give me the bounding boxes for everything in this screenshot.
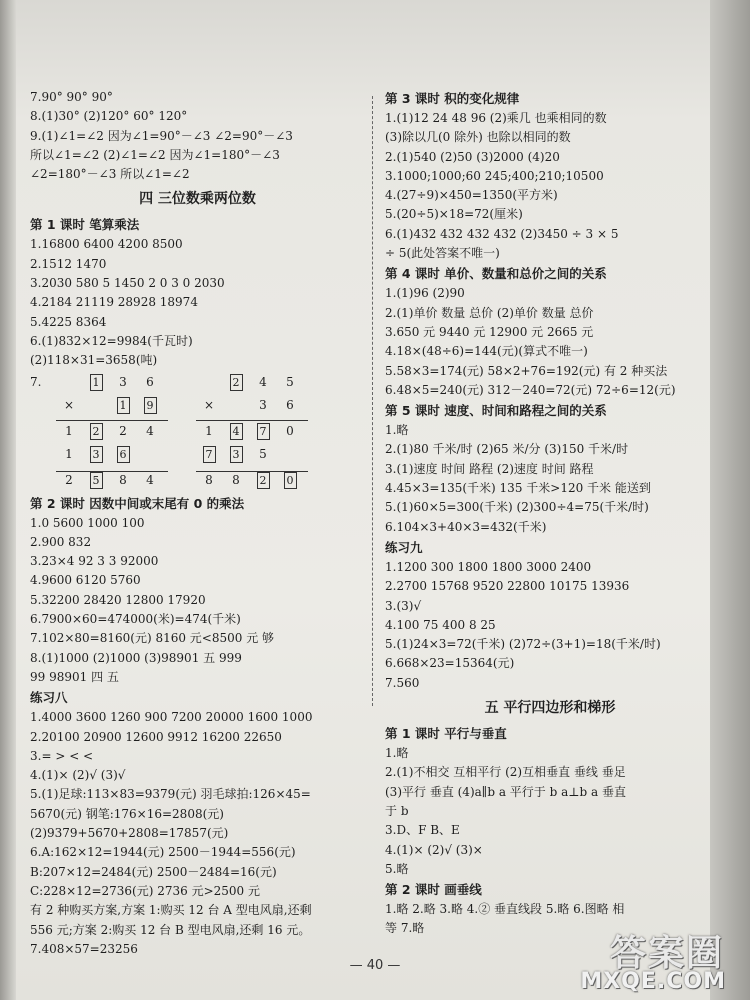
digit-cell (170, 471, 194, 490)
section-heading: 练习九 (385, 539, 423, 555)
answer-line: 2.20100 20900 12600 9912 16200 22650 (30, 729, 282, 744)
answer-line: 2.1512 1470 (30, 256, 107, 271)
answer-line: (2)9379+5670+2808=17857(元) (30, 826, 229, 841)
filled-digit-box: 6 (111, 445, 135, 464)
answer-line: 1.1200 300 1800 1800 3000 2400 (385, 559, 592, 574)
digit-cell: 0 (286, 423, 294, 438)
answer-line: 4.(1)× (2)√ (3)√ (30, 768, 126, 783)
answer-line: 6.668×23=15364(元) (385, 656, 515, 671)
answer-line: 2.2700 15768 9520 22800 10175 13936 (385, 579, 630, 594)
digit-cell (170, 396, 194, 415)
filled-digit-box: 2 (224, 373, 248, 392)
answer-line: 4.2184 21119 28928 18974 (30, 295, 198, 310)
answer-line: 5.32200 28420 12800 17920 (30, 592, 206, 607)
answer-line: 6.7900×60=474000(米)=474(千米) (30, 612, 241, 627)
digit-cell: 4 (146, 472, 154, 487)
digit-cell: 8 (119, 472, 127, 487)
chapter-heading: 五 平行四边形和梯形 (484, 700, 616, 717)
answer-line: 3.D、F B、E (385, 823, 460, 838)
watermark-text-main: 答案圈 (609, 933, 724, 974)
answer-line: 1.略 (385, 746, 409, 761)
chapter-heading: 四 三位数乘两位数 (139, 191, 256, 208)
filled-digit-box: 2 (84, 422, 108, 441)
answer-line: 8.(1)30° (2)120° 60° 120° (30, 109, 188, 124)
filled-digit-box: 4 (224, 422, 248, 441)
answer-line: 5.4225 8364 (30, 314, 107, 329)
answer-line: 6.(1)432 432 432 432 (2)3450 ÷ 3 × 5 (385, 226, 619, 241)
left-column (30, 88, 365, 959)
section-heading: 第 4 课时 单价、数量和总价之间的关系 (385, 266, 607, 282)
digit-cell: 1 (65, 423, 73, 438)
answer-line: 5670(元) 钢笔:176×16=2808(元) (30, 806, 224, 821)
answer-line: 3.(3)√ (385, 598, 422, 613)
digit-cell: 8 (205, 472, 213, 487)
answer-line: 于 b (385, 803, 409, 818)
answer-line: 3.2030 580 5 1450 2 0 3 0 2030 (30, 276, 225, 291)
answer-line: 4.18×(48÷6)=144(元)(算式不唯一) (385, 344, 588, 359)
section-heading: 练习八 (30, 690, 68, 706)
filled-digit-box: 1 (111, 396, 135, 415)
multiplication-puzzles (30, 373, 330, 493)
answer-line: 7.90° 90° 90° (30, 90, 113, 104)
digit-cell (30, 422, 54, 441)
answer-line: 5.略 (385, 861, 409, 876)
answer-line: 3.650 元 9440 元 12900 元 2665 元 (385, 324, 594, 339)
answer-line: 1.(1)96 (2)90 (385, 286, 465, 301)
answer-line: 1.略 (385, 423, 409, 438)
digit-cell: 3 (259, 397, 267, 412)
digit-cell (197, 373, 221, 392)
answer-line: 7.102×80=8160(元) 8160 元<8500 元 够 (30, 631, 275, 646)
answer-line: 5.(1)足球:113×83=9379(元) 羽毛球拍:126×45= (30, 787, 311, 802)
answer-line: 3.23×4 92 3 3 92000 (30, 554, 159, 569)
answer-line: 有 2 种购买方案,方案 1:购买 12 台 A 型电风扇,还剩 (30, 903, 312, 918)
filled-digit-box: 9 (138, 396, 162, 415)
section-heading: 第 2 课时 画垂线 (385, 882, 482, 898)
answer-line: 8.(1)1000 (2)1000 (3)98901 五 999 (30, 650, 242, 665)
answer-line: 3.= > < < (30, 748, 94, 763)
digit-cell (84, 396, 108, 415)
answer-line: C:228×12=2736(元) 2736 元>2500 元 (30, 883, 260, 898)
answer-line: 1.(1)12 24 48 96 (2)乘几 也乘相同的数 (385, 111, 607, 125)
answer-line: 2.(1)单价 数量 总价 (2)单价 数量 总价 (385, 305, 594, 320)
answer-line: 4.100 75 400 8 25 (385, 617, 496, 632)
answer-line: 3.(1)速度 时间 路程 (2)速度 时间 路程 (385, 461, 594, 476)
filled-digit-box: 5 (84, 471, 108, 490)
answer-line: (2)118×31=3658(吨) (30, 353, 158, 368)
answer-line: 5.(1)60×5=300(千米) (2)300÷4=75(千米/时) (385, 500, 649, 515)
answer-line: 7.408×57=23256 (30, 941, 138, 956)
answer-line: B:207×12=2484(元) 2500－2484=16(元) (30, 864, 277, 879)
calc-underline (56, 471, 168, 472)
digit-cell (30, 471, 54, 490)
answer-line: 4.(1)× (2)√ (3)× (385, 842, 483, 857)
digit-cell (30, 373, 54, 392)
answer-line: 2.(1)80 千米/时 (2)65 米/分 (3)150 千米/时 (385, 442, 629, 457)
filled-digit-box: 1 (84, 373, 108, 392)
answer-line: 3.1000;1000;60 245;400;210;10500 (385, 168, 604, 183)
answer-line: ÷ 5(此处答案不唯一) (385, 246, 500, 261)
answer-line: 6.(1)832×12=9984(千瓦时) (30, 333, 193, 348)
answer-line: 5.58×3=174(元) 58×2+76=192(元) 有 2 种买法 (385, 363, 668, 378)
answer-line: 5.(1)24×3=72(千米) (2)72÷(3+1)=18(千米/时) (385, 637, 661, 652)
answer-line: 6.48×5=240(元) 312－240=72(元) 72÷6=12(元) (385, 382, 676, 397)
answer-line: 等 7.略 (385, 921, 425, 936)
answer-line: 2.900 832 (30, 534, 92, 549)
digit-cell (170, 445, 194, 464)
digit-cell: 5 (259, 446, 267, 461)
answer-line: 1.0 5600 1000 100 (30, 515, 145, 530)
answer-line: 4.9600 6120 5760 (30, 573, 141, 588)
filled-digit-box: 3 (84, 445, 108, 464)
column-divider (372, 96, 373, 706)
calc-underline (56, 420, 168, 421)
answer-line: 2.(1)不相交 互相平行 (2)互相垂直 垂线 垂足 (385, 765, 626, 780)
answer-line: 556 元;方案 2:购买 12 台 B 型电风扇,还剩 16 元。 (30, 922, 311, 937)
calc-underline (196, 420, 308, 421)
answer-line: 5.(20÷5)×18=72(厘米) (385, 207, 523, 222)
section-heading: 第 1 课时 平行与垂直 (385, 726, 507, 742)
filled-digit-box: 7 (197, 445, 221, 464)
section-heading: 第 3 课时 积的变化规律 (385, 91, 520, 106)
desk-edge-right (710, 0, 750, 1000)
digit-cell: × (63, 397, 75, 412)
answer-line: 99 98901 四 五 (30, 669, 119, 684)
answer-line: ∠2=180°－∠3 所以∠1=∠2 (30, 167, 190, 182)
digit-cell: 2 (65, 472, 73, 487)
digit-cell: 1 (65, 446, 73, 461)
answer-line: 1.略 2.略 3.略 4.② 垂直线段 5.略 6.图略 相 (385, 902, 625, 917)
answer-line: (3)除以几(0 除外) 也除以相同的数 (385, 130, 571, 145)
answer-line: 4.(27÷9)×450=1350(平方米) (385, 188, 558, 203)
answer-line: (3)平行 垂直 (4)a∥b a 平行于 b a⊥b a 垂直 (385, 784, 627, 799)
digit-cell: 3 (119, 374, 127, 389)
digit-cell: 2 (119, 423, 127, 438)
answer-line: 4.45×3=135(千米) 135 千米>120 千米 能送到 (385, 481, 651, 496)
section-heading: 第 2 课时 因数中间或末尾有 0 的乘法 (30, 495, 245, 511)
answer-line: 6.104×3+40×3=432(千米) (385, 519, 547, 534)
calc-underline (196, 471, 308, 472)
digit-cell: 6 (286, 397, 294, 412)
filled-digit-box: 7 (251, 422, 275, 441)
digit-cell: 6 (146, 374, 154, 389)
digit-cell: 1 (205, 423, 213, 438)
digit-cell (278, 445, 302, 464)
answer-line: 1.16800 6400 4200 8500 (30, 237, 183, 252)
filled-digit-box: 2 (251, 471, 275, 490)
digit-cell (30, 396, 54, 415)
answer-line: 6.A:162×12=1944(元) 2500－1944=556(元) (30, 845, 296, 860)
watermark-logo (582, 925, 732, 995)
digit-cell: 8 (232, 472, 240, 487)
filled-digit-box: 3 (224, 445, 248, 464)
answer-line: 所以∠1=∠2 (2)∠1=∠2 因为∠1=180°－∠3 (30, 147, 280, 162)
digit-cell (170, 373, 194, 392)
filled-digit-box: 0 (278, 471, 302, 490)
answer-line: 9.(1)∠1=∠2 因为∠1=90°－∠3 ∠2=90°－∠3 (30, 128, 293, 143)
question-number: 7. (30, 374, 42, 389)
answer-line: 7.560 (385, 675, 420, 690)
digit-cell (138, 445, 162, 464)
right-column (385, 88, 715, 939)
digit-cell (224, 396, 248, 415)
digit-cell (170, 422, 194, 441)
digit-cell: 5 (286, 374, 294, 389)
page-shadow-left (0, 0, 16, 1000)
digit-cell: 4 (146, 423, 154, 438)
digit-cell: 4 (259, 374, 267, 389)
section-heading: 第 5 课时 速度、时间和路程之间的关系 (385, 403, 607, 419)
page-number: — 40 — (349, 958, 401, 973)
answer-line: 2.(1)540 (2)50 (3)2000 (4)20 (385, 149, 560, 164)
digit-cell: × (203, 397, 215, 412)
digit-cell (30, 445, 54, 464)
watermark-text-url: MXQE.COM (580, 969, 726, 994)
answer-line: 1.4000 3600 1260 900 7200 20000 1600 1000 (30, 710, 313, 725)
section-heading: 第 1 课时 笔算乘法 (30, 217, 140, 233)
digit-cell (57, 373, 81, 392)
